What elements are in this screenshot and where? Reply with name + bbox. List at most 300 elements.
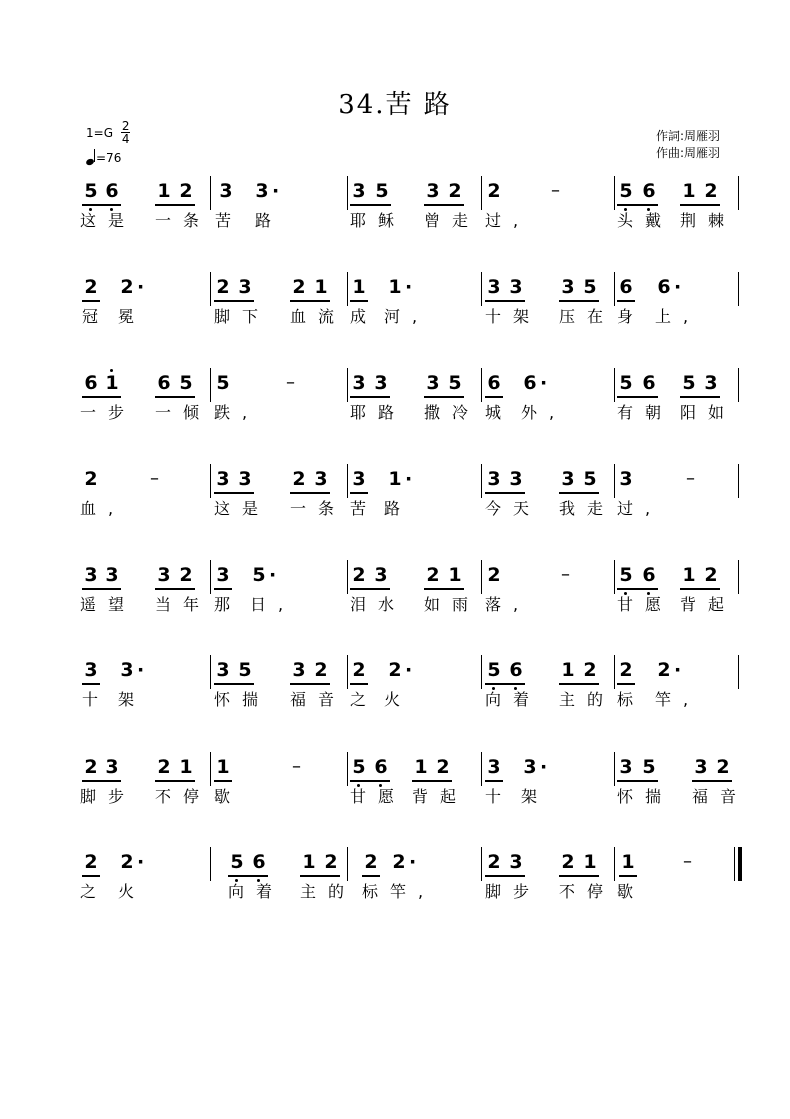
lyric-syllable: 身 bbox=[617, 307, 634, 326]
beam-underline bbox=[350, 588, 390, 590]
beam-underline bbox=[485, 875, 525, 877]
note: 1 bbox=[682, 564, 696, 586]
beam-underline bbox=[82, 588, 121, 590]
beam-underline bbox=[680, 588, 720, 590]
note: 1 bbox=[583, 851, 597, 873]
note: 1 bbox=[314, 276, 328, 298]
barline bbox=[738, 176, 739, 210]
beam-underline bbox=[680, 204, 720, 206]
note: 1 bbox=[157, 180, 171, 202]
note: 2 bbox=[392, 851, 406, 873]
lyric-syllable: 一条 bbox=[155, 211, 212, 230]
lyric-syllable: 今天 bbox=[485, 499, 542, 518]
barline bbox=[614, 560, 615, 594]
note: 2 bbox=[561, 851, 575, 873]
lyric-syllable: 架 bbox=[521, 787, 538, 806]
note: 3 bbox=[509, 851, 523, 873]
note: 6 bbox=[487, 372, 501, 394]
lyric-syllable: 怀揣 bbox=[214, 690, 271, 709]
note: 2 bbox=[448, 180, 462, 202]
note: 5 bbox=[252, 564, 266, 586]
note: 2 bbox=[179, 564, 193, 586]
note: 1 bbox=[561, 659, 575, 681]
lyric-syllable: 路 bbox=[384, 499, 401, 518]
note: 6 bbox=[509, 659, 523, 681]
augmentation-dot: · bbox=[540, 756, 548, 778]
barline bbox=[347, 752, 348, 786]
augmentation-dot: · bbox=[674, 659, 682, 681]
lyric-syllable: 苦 bbox=[350, 499, 367, 518]
beam-underline bbox=[617, 588, 658, 590]
note: 3 bbox=[523, 756, 537, 778]
note: 3 bbox=[561, 468, 575, 490]
note: 1 bbox=[414, 756, 428, 778]
note: 3 bbox=[219, 180, 233, 202]
note: 3 bbox=[619, 468, 633, 490]
lyric-syllable: 十 bbox=[485, 787, 502, 806]
barline bbox=[738, 272, 739, 306]
augmentation-dot: · bbox=[269, 564, 277, 586]
lyric-syllable: 怀揣 bbox=[617, 787, 674, 806]
score-system bbox=[0, 756, 790, 836]
beam-underline bbox=[559, 492, 599, 494]
barline bbox=[738, 655, 739, 689]
lyric-syllable: 荆棘 bbox=[680, 211, 737, 230]
lyric-syllable: 城 bbox=[485, 403, 502, 422]
beam-underline bbox=[155, 396, 195, 398]
note: 5 bbox=[583, 276, 597, 298]
note: 6 bbox=[619, 276, 633, 298]
sustain-dash: – bbox=[150, 468, 159, 489]
note: 3 bbox=[255, 180, 269, 202]
lyric-syllable: 向着 bbox=[228, 882, 285, 901]
quarter-note-icon bbox=[86, 149, 96, 165]
note: 1 bbox=[388, 468, 402, 490]
lyric-syllable: 竿, bbox=[655, 690, 701, 709]
note: 5 bbox=[583, 468, 597, 490]
lyric-syllable: 阳如 bbox=[680, 403, 737, 422]
beam-underline bbox=[424, 396, 464, 398]
time-signature-top: 2 bbox=[121, 119, 130, 133]
note: 5 bbox=[487, 659, 501, 681]
lyric-syllable: 上, bbox=[655, 307, 701, 326]
augmentation-dot: · bbox=[405, 659, 413, 681]
lyric-syllable: 曾走 bbox=[424, 211, 481, 230]
lyric-syllable: 过, bbox=[617, 499, 663, 518]
note: 1 bbox=[216, 756, 230, 778]
note: 2 bbox=[487, 851, 501, 873]
lyric-syllable: 河, bbox=[384, 307, 430, 326]
lyric-syllable: 背起 bbox=[412, 787, 469, 806]
lyric-syllable: 标 bbox=[617, 690, 634, 709]
beam-underline bbox=[559, 300, 599, 302]
lyric-syllable: 脚步 bbox=[80, 787, 137, 806]
barline bbox=[614, 464, 615, 498]
barline bbox=[481, 176, 482, 210]
lyric-syllable: 甘愿 bbox=[350, 787, 407, 806]
beam-underline bbox=[350, 300, 368, 302]
lyric-syllable: 当年 bbox=[155, 595, 212, 614]
note: 5 bbox=[352, 756, 366, 778]
note: 3 bbox=[487, 468, 501, 490]
note: 3 bbox=[487, 276, 501, 298]
beam-underline bbox=[619, 875, 637, 877]
note: 2 bbox=[716, 756, 730, 778]
note: 1 bbox=[179, 756, 193, 778]
note: 2 bbox=[120, 851, 134, 873]
score-system bbox=[0, 276, 790, 356]
note: 2 bbox=[487, 564, 501, 586]
lyric-syllable: 我走 bbox=[559, 499, 616, 518]
augmentation-dot: · bbox=[405, 276, 413, 298]
note: 3 bbox=[426, 372, 440, 394]
note: 1 bbox=[621, 851, 635, 873]
beam-underline bbox=[485, 780, 503, 782]
note: 2 bbox=[704, 564, 718, 586]
lyric-syllable: 之 bbox=[80, 882, 97, 901]
lyric-syllable: 血, bbox=[80, 499, 126, 518]
lyric-syllable: 十 bbox=[82, 690, 99, 709]
barline bbox=[210, 176, 211, 210]
note: 2 bbox=[314, 659, 328, 681]
sustain-dash: – bbox=[683, 851, 692, 872]
composer-credit: 作曲:周雁羽 bbox=[655, 146, 720, 160]
beam-underline bbox=[424, 588, 464, 590]
barline bbox=[614, 752, 615, 786]
beam-underline bbox=[214, 492, 254, 494]
lyric-syllable: 主的 bbox=[559, 690, 616, 709]
note: 3 bbox=[120, 659, 134, 681]
note: 2 bbox=[84, 276, 98, 298]
note: 3 bbox=[694, 756, 708, 778]
credits bbox=[656, 128, 720, 162]
beam-underline bbox=[692, 780, 732, 782]
note: 6 bbox=[105, 180, 119, 202]
beam-underline bbox=[290, 683, 330, 685]
note: 2 bbox=[179, 180, 193, 202]
note: 3 bbox=[561, 276, 575, 298]
note: 2 bbox=[216, 276, 230, 298]
barline bbox=[210, 847, 211, 881]
augmentation-dot: · bbox=[272, 180, 280, 202]
lyric-syllable: 那 bbox=[214, 595, 231, 614]
note: 3 bbox=[238, 276, 252, 298]
note: 2 bbox=[583, 659, 597, 681]
beam-underline bbox=[485, 492, 525, 494]
lyric-syllable: 歇 bbox=[617, 882, 634, 901]
note: 2 bbox=[84, 756, 98, 778]
barline bbox=[614, 847, 615, 881]
key-and-tempo bbox=[86, 120, 130, 165]
barline bbox=[347, 272, 348, 306]
note: 2 bbox=[388, 659, 402, 681]
note: 6 bbox=[157, 372, 171, 394]
time-signature bbox=[121, 120, 131, 145]
note: 2 bbox=[352, 659, 366, 681]
note: 2 bbox=[426, 564, 440, 586]
lyric-syllable: 不停 bbox=[155, 787, 212, 806]
note: 3 bbox=[216, 659, 230, 681]
lyric-syllable: 耶稣 bbox=[350, 211, 407, 230]
note: 2 bbox=[364, 851, 378, 873]
note: 6 bbox=[84, 372, 98, 394]
note: 3 bbox=[238, 468, 252, 490]
beam-underline bbox=[214, 588, 232, 590]
note: 1 bbox=[682, 180, 696, 202]
barline bbox=[347, 655, 348, 689]
note: 3 bbox=[352, 468, 366, 490]
score-system bbox=[0, 468, 790, 548]
barline bbox=[210, 655, 211, 689]
note: 3 bbox=[374, 564, 388, 586]
lyric-syllable: 十架 bbox=[485, 307, 542, 326]
barline bbox=[210, 464, 211, 498]
beam-underline bbox=[485, 396, 503, 398]
lyric-syllable: 火 bbox=[384, 690, 401, 709]
beam-underline bbox=[362, 875, 380, 877]
lyric-syllable: 跌, bbox=[214, 403, 260, 422]
note: 5 bbox=[448, 372, 462, 394]
note: 5 bbox=[619, 372, 633, 394]
note: 5 bbox=[179, 372, 193, 394]
note: 5 bbox=[682, 372, 696, 394]
note: 3 bbox=[84, 659, 98, 681]
note: 3 bbox=[84, 564, 98, 586]
note: 5 bbox=[375, 180, 389, 202]
note: 5 bbox=[619, 180, 633, 202]
barline bbox=[347, 368, 348, 402]
lyric-syllable: 如雨 bbox=[424, 595, 481, 614]
lyric-syllable: 冕 bbox=[118, 307, 135, 326]
augmentation-dot: · bbox=[405, 468, 413, 490]
note: 6 bbox=[657, 276, 671, 298]
lyric-syllable: 日, bbox=[250, 595, 296, 614]
lyricist-credit: 作詞:周雁羽 bbox=[655, 129, 720, 143]
beam-underline bbox=[82, 683, 100, 685]
note: 3 bbox=[509, 276, 523, 298]
barline bbox=[347, 847, 348, 881]
lyric-syllable: 竿, bbox=[390, 882, 436, 901]
note: 2 bbox=[657, 659, 671, 681]
beam-underline bbox=[617, 300, 635, 302]
sustain-dash: – bbox=[292, 756, 301, 777]
beam-underline bbox=[82, 204, 121, 206]
note: 5 bbox=[619, 564, 633, 586]
note: 2 bbox=[704, 180, 718, 202]
beam-underline bbox=[155, 588, 195, 590]
augmentation-dot: · bbox=[137, 851, 145, 873]
note: 3 bbox=[105, 564, 119, 586]
time-signature-bottom: 4 bbox=[121, 132, 130, 146]
note: 5 bbox=[238, 659, 252, 681]
beam-underline bbox=[559, 875, 599, 877]
beam-underline bbox=[82, 396, 121, 398]
augmentation-dot: · bbox=[137, 276, 145, 298]
beam-underline bbox=[290, 300, 330, 302]
barline bbox=[210, 368, 211, 402]
beam-underline bbox=[350, 492, 368, 494]
lyric-syllable: 压在 bbox=[559, 307, 616, 326]
lyric-syllable: 架 bbox=[118, 690, 135, 709]
note: 3 bbox=[352, 372, 366, 394]
note: 2 bbox=[292, 276, 306, 298]
tempo-marking bbox=[86, 149, 130, 165]
lyric-syllable: 这是 bbox=[80, 211, 137, 230]
lyric-syllable: 福音 bbox=[290, 690, 347, 709]
note: 2 bbox=[292, 468, 306, 490]
beam-underline bbox=[300, 875, 340, 877]
note: 1 bbox=[448, 564, 462, 586]
beam-underline bbox=[350, 683, 368, 685]
note: 6 bbox=[252, 851, 266, 873]
note: 3 bbox=[105, 756, 119, 778]
barline bbox=[738, 560, 739, 594]
beam-underline bbox=[155, 204, 195, 206]
beam-underline bbox=[617, 780, 658, 782]
note: 1 bbox=[352, 276, 366, 298]
sustain-dash: – bbox=[286, 372, 295, 393]
sustain-dash: – bbox=[686, 468, 695, 489]
beam-underline bbox=[214, 683, 254, 685]
lyric-syllable: 主的 bbox=[300, 882, 357, 901]
beam-underline bbox=[214, 300, 254, 302]
barline bbox=[347, 464, 348, 498]
barline bbox=[481, 847, 482, 881]
lyric-syllable: 脚步 bbox=[485, 882, 542, 901]
lyric-syllable: 一倾 bbox=[155, 403, 212, 422]
note: 3 bbox=[374, 372, 388, 394]
note: 3 bbox=[314, 468, 328, 490]
note: 1 bbox=[105, 372, 119, 394]
lyric-syllable: 一步 bbox=[80, 403, 137, 422]
barline bbox=[347, 176, 348, 210]
barline bbox=[210, 272, 211, 306]
note: 2 bbox=[120, 276, 134, 298]
barline bbox=[614, 176, 615, 210]
augmentation-dot: · bbox=[540, 372, 548, 394]
beam-underline bbox=[617, 683, 635, 685]
note: 2 bbox=[352, 564, 366, 586]
lyric-syllable: 向着 bbox=[485, 690, 542, 709]
note: 5 bbox=[642, 756, 656, 778]
lyric-syllable: 一条 bbox=[290, 499, 347, 518]
beam-underline bbox=[214, 780, 232, 782]
augmentation-dot: · bbox=[409, 851, 417, 873]
barline bbox=[481, 655, 482, 689]
note: 6 bbox=[642, 372, 656, 394]
note: 6 bbox=[523, 372, 537, 394]
barline bbox=[481, 368, 482, 402]
lyric-syllable: 甘愿 bbox=[617, 595, 674, 614]
lyric-syllable: 泪水 bbox=[350, 595, 407, 614]
note: 3 bbox=[216, 468, 230, 490]
sustain-dash: – bbox=[551, 180, 560, 201]
lyric-syllable: 苦 bbox=[215, 211, 232, 230]
note: 3 bbox=[426, 180, 440, 202]
note: 2 bbox=[619, 659, 633, 681]
barline bbox=[210, 752, 211, 786]
lyric-syllable: 福音 bbox=[692, 787, 749, 806]
final-barline-thick bbox=[738, 847, 742, 881]
score-system bbox=[0, 180, 790, 260]
barline bbox=[481, 752, 482, 786]
song-title: 34.苦 路 bbox=[338, 90, 452, 120]
beam-underline bbox=[680, 396, 720, 398]
beam-underline bbox=[485, 683, 525, 685]
note: 3 bbox=[704, 372, 718, 394]
lyric-syllable: 头戴 bbox=[617, 211, 674, 230]
barline bbox=[481, 464, 482, 498]
beam-underline bbox=[228, 875, 268, 877]
barline bbox=[738, 464, 739, 498]
note: 6 bbox=[642, 180, 656, 202]
lyric-syllable: 标 bbox=[362, 882, 379, 901]
beam-underline bbox=[82, 300, 100, 302]
note: 1 bbox=[302, 851, 316, 873]
note: 2 bbox=[324, 851, 338, 873]
lyric-syllable: 撒冷 bbox=[424, 403, 481, 422]
note: 3 bbox=[216, 564, 230, 586]
note: 2 bbox=[487, 180, 501, 202]
augmentation-dot: · bbox=[137, 659, 145, 681]
score-system bbox=[0, 659, 790, 739]
note: 3 bbox=[157, 564, 171, 586]
lyric-syllable: 落, bbox=[485, 595, 531, 614]
lyric-syllable: 脚下 bbox=[214, 307, 271, 326]
note: 1 bbox=[388, 276, 402, 298]
beam-underline bbox=[559, 683, 599, 685]
note: 3 bbox=[619, 756, 633, 778]
lyric-syllable: 路 bbox=[255, 211, 272, 230]
barline bbox=[614, 368, 615, 402]
beam-underline bbox=[350, 396, 390, 398]
note: 5 bbox=[84, 180, 98, 202]
note: 2 bbox=[84, 851, 98, 873]
note: 3 bbox=[509, 468, 523, 490]
note: 5 bbox=[230, 851, 244, 873]
lyric-syllable: 耶路 bbox=[350, 403, 407, 422]
beam-underline bbox=[350, 780, 390, 782]
final-barline-thin bbox=[734, 847, 735, 881]
lyric-syllable: 有朝 bbox=[617, 403, 674, 422]
lyric-syllable: 不停 bbox=[559, 882, 616, 901]
note: 6 bbox=[642, 564, 656, 586]
barline bbox=[738, 368, 739, 402]
note: 3 bbox=[292, 659, 306, 681]
lyric-syllable: 过, bbox=[485, 211, 531, 230]
note: 3 bbox=[487, 756, 501, 778]
key-signature: 1=G bbox=[86, 125, 113, 140]
lyric-syllable: 之 bbox=[350, 690, 367, 709]
lyric-syllable: 背起 bbox=[680, 595, 737, 614]
augmentation-dot: · bbox=[674, 276, 682, 298]
lyric-syllable: 冠 bbox=[82, 307, 99, 326]
lyric-syllable: 外, bbox=[521, 403, 567, 422]
beam-underline bbox=[290, 492, 330, 494]
barline bbox=[614, 655, 615, 689]
beam-underline bbox=[412, 780, 452, 782]
barline bbox=[481, 560, 482, 594]
note: 2 bbox=[84, 468, 98, 490]
lyric-syllable: 火 bbox=[118, 882, 135, 901]
note: 6 bbox=[374, 756, 388, 778]
beam-underline bbox=[155, 780, 195, 782]
lyric-syllable: 这是 bbox=[214, 499, 271, 518]
beam-underline bbox=[82, 780, 121, 782]
barline bbox=[210, 560, 211, 594]
tempo-value: =76 bbox=[96, 151, 122, 165]
note: 5 bbox=[216, 372, 230, 394]
